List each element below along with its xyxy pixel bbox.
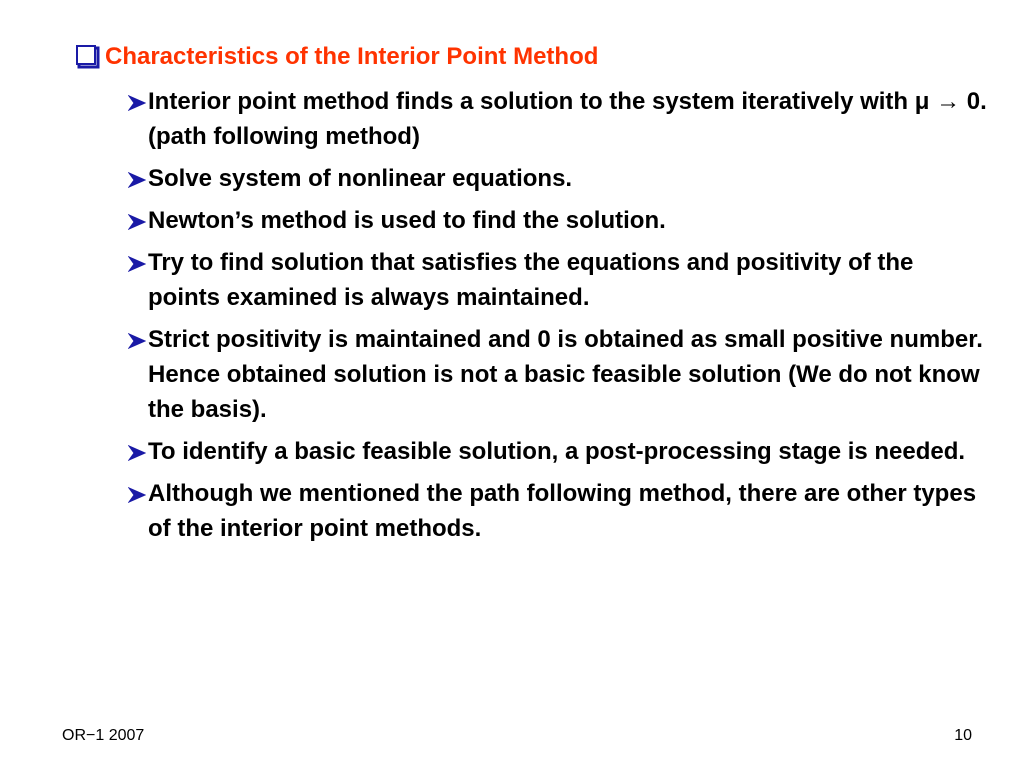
heading-text: Characteristics of the Interior Point Method xyxy=(105,43,599,70)
arrowhead-bullet-icon xyxy=(128,487,146,503)
bullet-text: To identify a basic feasible solution, a post-processing stage is needed. xyxy=(148,438,966,465)
hollow-square-bullet-icon xyxy=(76,45,100,69)
bullet-item xyxy=(127,161,987,196)
slide-heading xyxy=(76,40,598,74)
bullet-text: Strict positivity is maintained and 0 is obtained as small positive number. Hence obtained solution is not a basic feasible solution (We do not know the basis). xyxy=(148,326,983,423)
bullet-text: Newton’s method is used to find the solution. xyxy=(148,207,666,234)
bullet-item xyxy=(127,322,987,427)
bullet-item xyxy=(127,434,987,469)
arrowhead-bullet-icon xyxy=(128,445,146,461)
bullet-list xyxy=(127,84,987,553)
bullet-text: Try to find solution that satisfies the equations and positivity of the points examined is always maintained. xyxy=(148,249,914,311)
bullet-item xyxy=(127,245,987,315)
arrowhead-bullet-icon xyxy=(128,172,146,188)
arrowhead-bullet-icon xyxy=(128,95,146,111)
footer-course-label: OR−1 2007 xyxy=(62,727,145,744)
arrowhead-bullet-icon xyxy=(128,214,146,230)
bullet-text: Interior point method finds a solution to the system iteratively with μ → 0. (path following method) xyxy=(148,88,987,150)
bullet-item xyxy=(127,476,987,546)
bullet-text: Although we mentioned the path following method, there are other types of the interior point methods. xyxy=(148,480,977,542)
arrowhead-bullet-icon xyxy=(128,333,146,349)
arrowhead-bullet-icon xyxy=(128,256,146,272)
footer-page-number: 10 xyxy=(954,727,972,744)
bullet-item xyxy=(127,84,987,154)
bullet-text: Solve system of nonlinear equations. xyxy=(148,165,573,192)
bullet-item xyxy=(127,203,987,238)
